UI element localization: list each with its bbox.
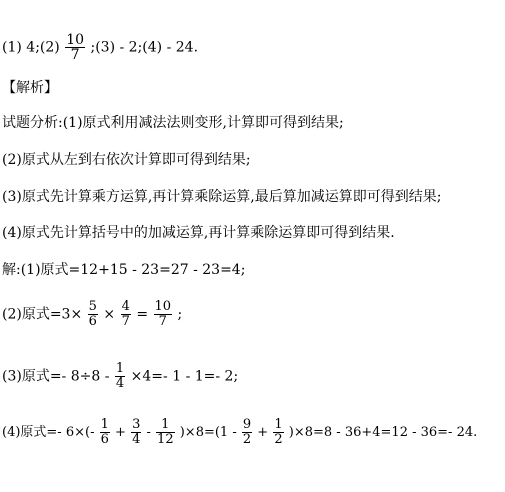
solution-2-text-c: = [136,306,149,323]
solution-3-text-a: (3)原式=- 8÷8 - [2,368,110,385]
answer-fraction: $\frac{10}{7}$ [66,32,85,63]
fraction-1-2: $\frac{1}{2}$ [274,417,283,447]
solution-4-text-c: - [146,425,151,440]
fraction-1-4: $\frac{1}{4}$ [115,361,125,391]
answer-line [2,33,198,62]
solution-3-text-b: ×4=- 1 - 1=- 2; [130,368,239,385]
solution-line-1: 解:(1)原式=12+15 - 23=27 - 23=4; [2,262,246,278]
solution-line-4 [2,418,477,447]
answer-part-1: (1) 4;(2) [2,39,60,56]
analysis-line-1: 试题分析:(1)原式利用减法法则变形,计算即可得到结果; [2,115,344,131]
analysis-line-2: (2)原式从左到右依次计算即可得到结果; [2,152,251,168]
solution-4-text-b: + [115,425,126,440]
solution-line-2 [2,300,182,329]
fraction-5-6: $\frac{5}{6}$ [88,299,97,329]
solution-4-text-a: (4)原式=- 6×(- [2,425,95,440]
fraction-1-12: $\frac{1}{12}$ [157,417,174,447]
answer-part-2: ;(3) - 2;(4) - 24. [90,39,199,56]
analysis-header: 【解析】 [2,80,58,96]
fraction-9-2: $\frac{9}{2}$ [242,417,252,447]
solution-4-text-d: )×8=(1 - [179,425,237,440]
solution-2-text-d: ; [177,306,183,323]
analysis-line-4: (4)原式先计算括号中的加减运算,再计算乘除运算即可得到结果. [2,225,395,241]
solution-4-text-e: + [257,425,269,440]
fraction-4-7: $\frac{4}{7}$ [121,299,130,329]
fraction-10-7: $\frac{10}{7}$ [154,299,172,329]
solution-2-text-b: × [103,306,116,323]
fraction-1-6: $\frac{1}{6}$ [100,417,109,447]
analysis-line-3: (3)原式先计算乘方运算,再计算乘除运算,最后算加减运算即可得到结果; [2,189,442,205]
solution-line-3 [2,362,238,391]
solution-2-text-a: (2)原式=3× [2,306,83,323]
fraction-3-4: $\frac{3}{4}$ [132,417,141,447]
solution-4-text-f: )×8=8 - 36+4=12 - 36=- 24. [288,425,478,440]
